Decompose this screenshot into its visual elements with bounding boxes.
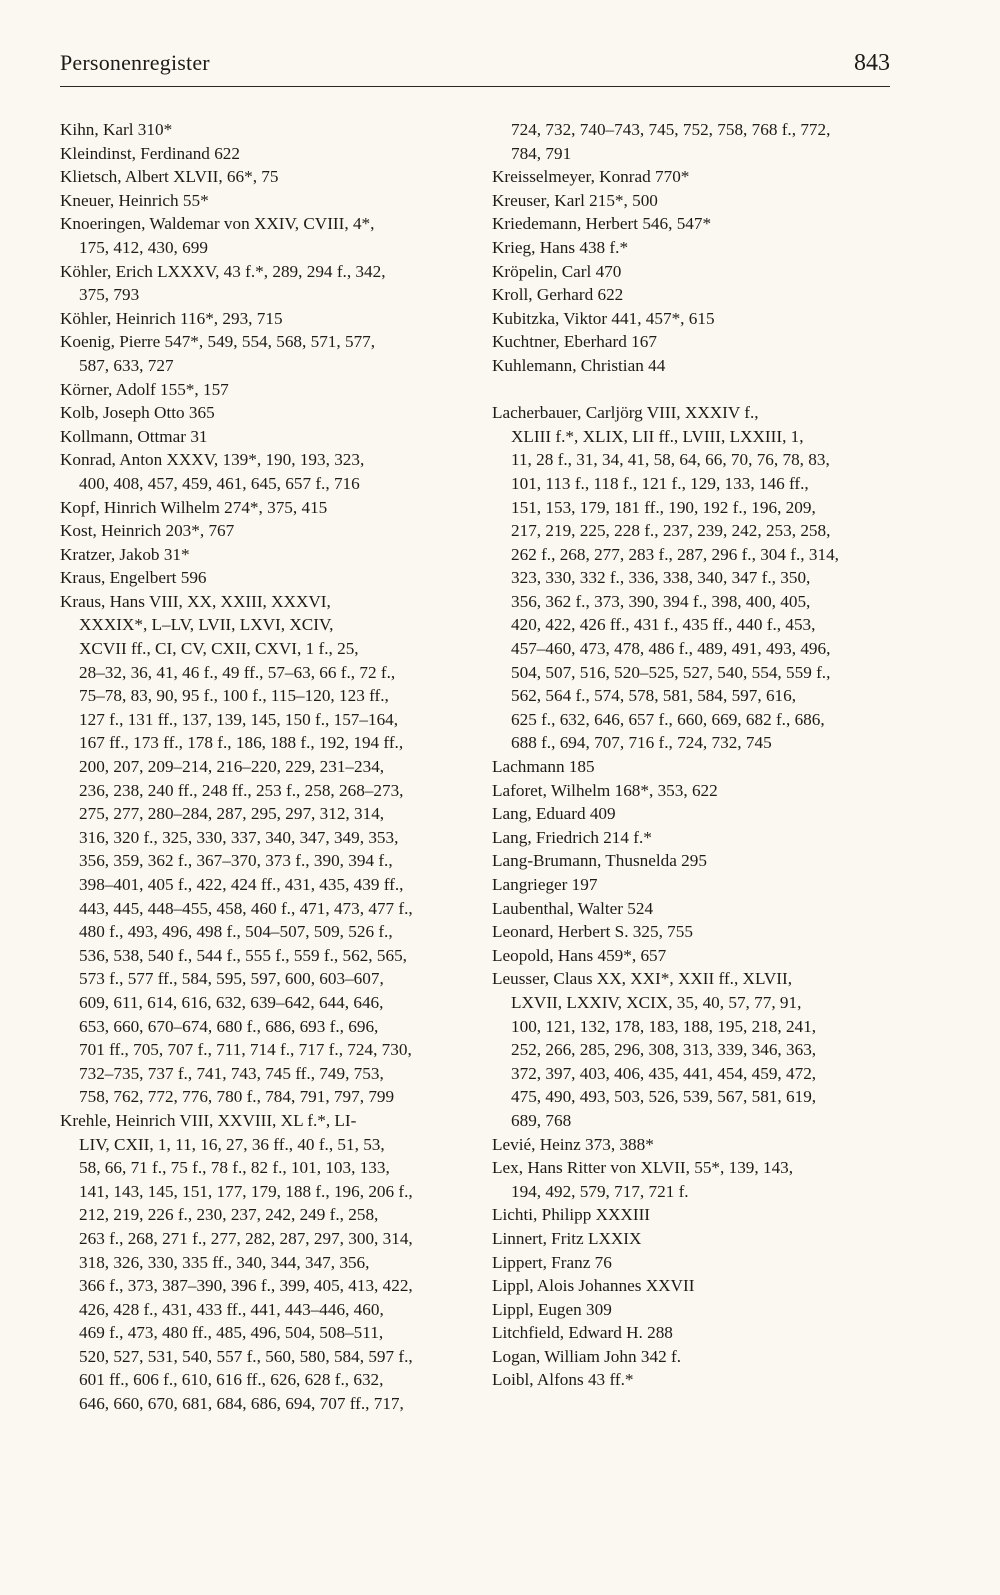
index-entry: Krieg, Hans 438 f.* [492,237,629,257]
index-entry: Kröpelin, Carl 470 [492,261,622,281]
index-entry: Lex, Hans Ritter von XLVII, 55*, 139, 143, 194, 492, 579, 717, 721 f. [492,1158,794,1201]
index-entry: Lang-Brumann, Thusnelda 295 [492,851,707,871]
index-entry: Lang, Eduard 409 [492,804,616,824]
page-header [60,50,890,87]
index-entry: Köhler, Erich LXXXV, 43 f.*, 289, 294 f., 342, 375, 793 [60,261,386,305]
index-entry: Leonard, Herbert S. 325, 755 [492,922,693,942]
index-entry: Kreuser, Karl 215*, 500 [492,190,658,210]
index-entry: Lichti, Philipp XXXIII [492,1205,651,1225]
index-entry: Levié, Heinz 373, 388* [492,1134,654,1154]
index-entry: Leopold, Hans 459*, 657 [492,945,667,965]
index-entry: Kopf, Hinrich Wilhelm 274*, 375, 415 [60,497,328,517]
index-entry: Kihn, Karl 310* [60,120,173,139]
index-entry: Laforet, Wilhelm 168*, 353, 622 [492,780,718,800]
index-entry: Logan, William John 342 f. [492,1346,681,1366]
index-entry: Litchfield, Edward H. 288 [492,1323,673,1343]
page-number: 843 [854,50,890,76]
index-entry: Kreisselmeyer, Konrad 770* [492,167,690,187]
index-entry: Kolb, Joseph Otto 365 [60,403,215,423]
index-entry: Kraus, Engelbert 596 [60,568,207,588]
letter-section-gap [492,378,892,402]
index-entry: Klietsch, Albert XLVII, 66*, 75 [60,167,279,187]
left-column [60,118,455,1416]
index-entry-continuation: 724, 732, 740–743, 745, 752, 758, 768 f., 772, 784, 791 [511,120,831,163]
right-column [492,118,892,1392]
index-entry: Kost, Heinrich 203*, 767 [60,521,235,541]
index-entry: Krehle, Heinrich VIII, XXVIII, XL f.*, LI- LIV, CXII, 1, 11, 16, 27, 36 ff., 40 f., 51, 53, 58, 66, 71 f., 75 f., 78 f., 82 f., 101, 103, 133, 141, 143, 145, 151, 177, 179, 188 f., 196, 206 f., 212, 219, 226 f., 230, 237, 242, 249 f., 258, 263 f., 268, 271 f., 277, 282, 287, 297, 300, 314, 318, 326, 330, 335 ff., 340, 344, 347, 356, 366 f., 373, 387–390, 396 f., 399, 405, 413, 422, 426, 428 f., 431, 433 ff., 441, 443–446, 460, 469 f., 473, 480 ff., 485, 496, 504, 508–511, 520, 527, 531, 540, 557 f., 560, 580, 584, 597 f., 601 ff., 606 f., 610, 616 ff., 626, 628 f., 632, 646, 660, 670, 681, 684, 686, 694, 707 ff., 717, [60,1110,413,1414]
index-entry: Langrieger 197 [492,875,598,894]
index-entry: Kollmann, Ottmar 31 [60,426,208,446]
index-entry: Lippert, Franz 76 [492,1252,612,1272]
index-entry: Kroll, Gerhard 622 [492,285,624,305]
index-entry: Lippl, Eugen 309 [492,1299,612,1319]
index-entry: Kraus, Hans VIII, XX, XXIII, XXXVI, XXXIX*, L–LV, LVII, LXVI, XCIV, XCVII ff., CI, CV, CXII, CXVI, 1 f., 25, 28–32, 36, 41, 46 f., 49 ff., 57–63, 66 f., 72 f., 75–78, 83, 90, 95 f., 100 f., 115–120, 123 ff., 127 f., 131 ff., 137, 139, 145, 150 f., 157–164, 167 ff., 173 ff., 178 f., 186, 188 f., 192, 194 ff., 200, 207, 209–214, 216–220, 229, 231–234, 236, 238, 240 ff., 248 ff., 253 f., 258, 268–273, 275, 277, 280–284, 287, 295, 297, 312, 314, 316, 320 f., 325, 330, 337, 340, 347, 349, 353, 356, 359, 362 f., 367–370, 373 f., 390, 394 f., 398–401, 405 f., 422, 424 ff., 431, 435, 439 ff., 443, 445, 448–455, 458, 460 f., 471, 473, 477 f., 480 f., 493, 496, 498 f., 504–507, 509, 526 f., 536, 538, 540 f., 544 f., 555 f., 559 f., 562, 565, 573 f., 577 ff., 584, 595, 597, 600, 603–607, 609, 611, 614, 616, 632, 639–642, 644, 646, 653, 660, 670–674, 680 f., 686, 693 f., 696, 701 ff., 705, 707 f., 711, 714 f., 717 f., 724, 730, 732–735, 737 f., 741, 743, 745 ff., 749, 753, 758, 762, 772, 776, 780 f., 784, 791, 797, 799 [60,591,413,1107]
index-entry: Körner, Adolf 155*, 157 [60,379,229,399]
index-entry: Lippl, Alois Johannes XXVII [492,1276,695,1296]
running-head-title: Personenregister [60,50,210,75]
index-entry: Linnert, Fritz LXXIX [492,1228,642,1248]
index-entry: Laubenthal, Walter 524 [492,898,654,918]
index-entry: Kuhlemann, Christian 44 [492,355,666,375]
index-entry: Lachmann 185 [492,757,595,777]
index-entry: Lang, Friedrich 214 f.* [492,827,652,847]
index-entry: Kuchtner, Eberhard 167 [492,332,657,352]
index-entry: Leusser, Claus XX, XXI*, XXII ff., XLVII, LXVII, LXXIV, XCIX, 35, 40, 57, 77, 91, 100, 121, 132, 178, 183, 188, 195, 218, 241, 252, 266, 285, 296, 308, 313, 339, 346, 363, 372, 397, 403, 406, 435, 441, 454, 459, 472, 475, 490, 493, 503, 526, 539, 567, 581, 619, 689, 768 [492,969,817,1130]
index-entry: Konrad, Anton XXXV, 139*, 190, 193, 323, 400, 408, 457, 459, 461, 645, 657 f., 716 [60,450,365,493]
index-entry: Kleindinst, Ferdinand 622 [60,143,240,163]
index-entry: Knoeringen, Waldemar von XXIV, CVIII, 4*, 175, 412, 430, 699 [60,214,375,257]
index-entry: Kneuer, Heinrich 55* [60,190,209,210]
index-entry: Kratzer, Jakob 31* [60,544,190,564]
index-entry: Lacherbauer, Carljörg VIII, XXXIV f., XLIII f.*, XLIX, LII ff., LVIII, LXXIII, 1, 11, 28 f., 31, 34, 41, 58, 64, 66, 70, 76, 78, 83, 101, 113 f., 118 f., 121 f., 129, 133, 146 ff., 151, 153, 179, 181 ff., 190, 192 f., 196, 209, 217, 219, 225, 228 f., 237, 239, 242, 253, 258, 262 f., 268, 277, 283 f., 287, 296 f., 304 f., 314, 323, 330, 332 f., 336, 338, 340, 347 f., 350, 356, 362 f., 373, 390, 394 f., 398, 400, 405, 420, 422, 426 ff., 431 f., 435 ff., 440 f., 453, 457–460, 473, 478, 486 f., 489, 491, 493, 496, 504, 507, 516, 520–525, 527, 540, 554, 559 f., 562, 564 f., 574, 578, 581, 584, 597, 616, 625 f., 632, 646, 657 f., 660, 669, 682 f., 686, 688 f., 694, 707, 716 f., 724, 732, 745 [492,403,839,753]
index-entry: Koenig, Pierre 547*, 549, 554, 568, 571, 577, 587, 633, 727 [60,332,376,375]
index-entry: Köhler, Heinrich 116*, 293, 715 [60,308,283,328]
index-entry: Loibl, Alfons 43 ff.* [492,1370,634,1390]
index-entry: Kriedemann, Herbert 546, 547* [492,214,712,234]
index-entry: Kubitzka, Viktor 441, 457*, 615 [492,308,715,328]
